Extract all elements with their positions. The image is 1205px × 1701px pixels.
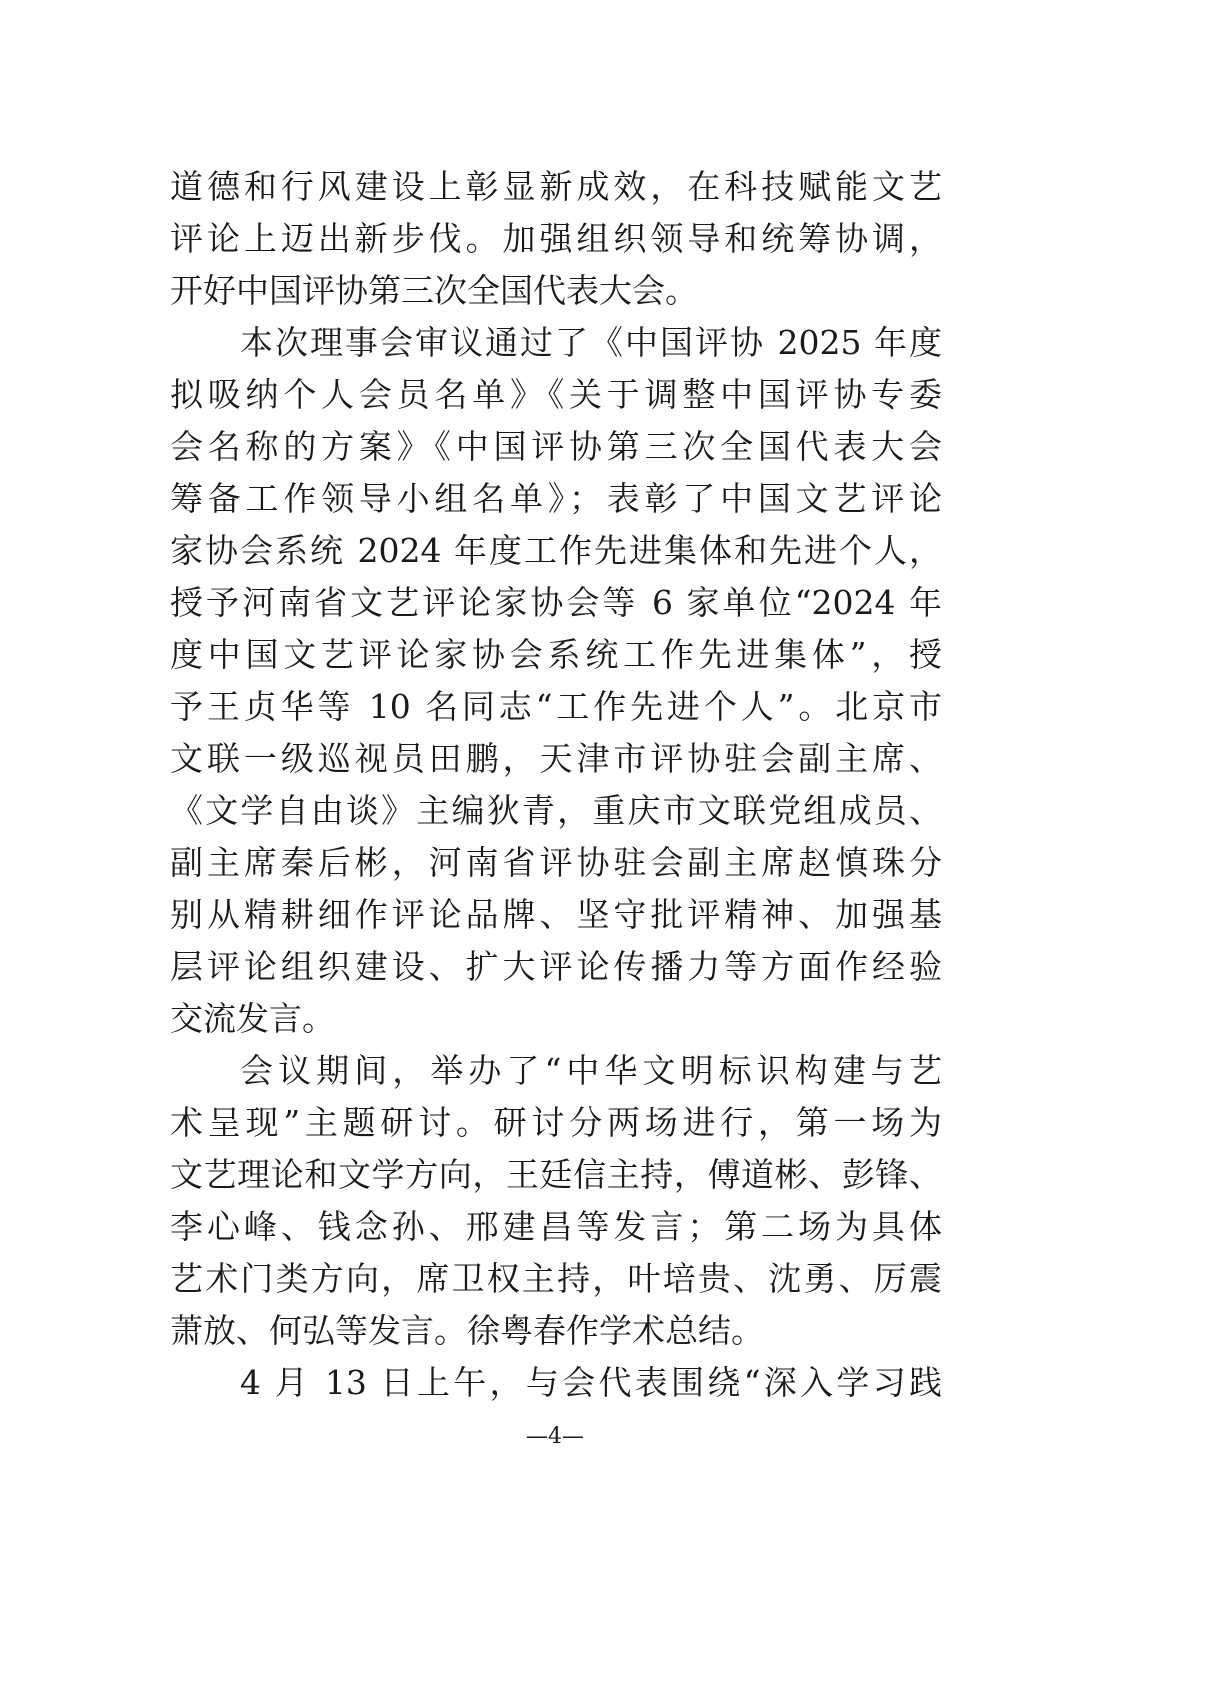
text-line: 副主席秦后彬，河南省评协驻会副主席赵慎珠分 bbox=[170, 843, 942, 882]
text-line: 文联一级巡视员田鹏，天津市评协驻会副主席、 bbox=[170, 739, 942, 778]
text-line: 术呈现”主题研讨。研讨分两场进行，第一场为 bbox=[170, 1103, 942, 1142]
text-line: 文艺理论和文学方向，王廷信主持，傅道彬、彭锋、 bbox=[170, 1155, 942, 1194]
text-line: 别从精耕细作评论品牌、坚守批评精神、加强基 bbox=[170, 895, 942, 934]
text-line: 会议期间，举办了“中华文明标识构建与艺 bbox=[240, 1051, 942, 1090]
document-body bbox=[170, 161, 942, 1409]
text-line: 李心峰、钱念孙、邢建昌等发言；第二场为具体 bbox=[170, 1207, 942, 1246]
text-line: 予王贞华等 10 名同志“工作先进个人”。北京市 bbox=[170, 687, 942, 726]
text-line: 授予河南省文艺评论家协会等 6 家单位“2024 年 bbox=[170, 583, 942, 622]
text-line: 交流发言。 bbox=[170, 999, 335, 1038]
text-line: 艺术门类方向，席卫权主持，叶培贵、沈勇、厉震 bbox=[170, 1259, 942, 1298]
text-line: 拟吸纳个人会员名单》《关于调整中国评协专委 bbox=[170, 375, 942, 414]
text-line: 度中国文艺评论家协会系统工作先进集体”，授 bbox=[170, 635, 942, 674]
text-line: 筹备工作领导小组名单》；表彰了中国文艺评论 bbox=[170, 479, 942, 518]
text-line: 层评论组织建设、扩大评论传播力等方面作经验 bbox=[170, 947, 942, 986]
text-line: 4 月 13 日上午，与会代表围绕“深入学习践 bbox=[240, 1363, 942, 1402]
text-line: 道德和行风建设上彰显新成效，在科技赋能文艺 bbox=[170, 167, 942, 206]
text-line: 《文学自由谈》主编狄青，重庆市文联党组成员、 bbox=[170, 791, 942, 830]
text-line: 评论上迈出新步伐。加强组织领导和统筹协调， bbox=[170, 219, 942, 258]
text-line: 开好中国评协第三次全国代表大会。 bbox=[170, 271, 698, 310]
text-line: 家协会系统 2024 年度工作先进集体和先进个人， bbox=[170, 531, 942, 570]
text-line: 萧放、何弘等发言。徐粤春作学术总结。 bbox=[170, 1311, 764, 1350]
text-line: 会名称的方案》《中国评协第三次全国代表大会 bbox=[170, 427, 942, 466]
page-number: —4— bbox=[526, 1424, 584, 1449]
text-line: 本次理事会审议通过了《中国评协 2025 年度 bbox=[240, 323, 942, 362]
